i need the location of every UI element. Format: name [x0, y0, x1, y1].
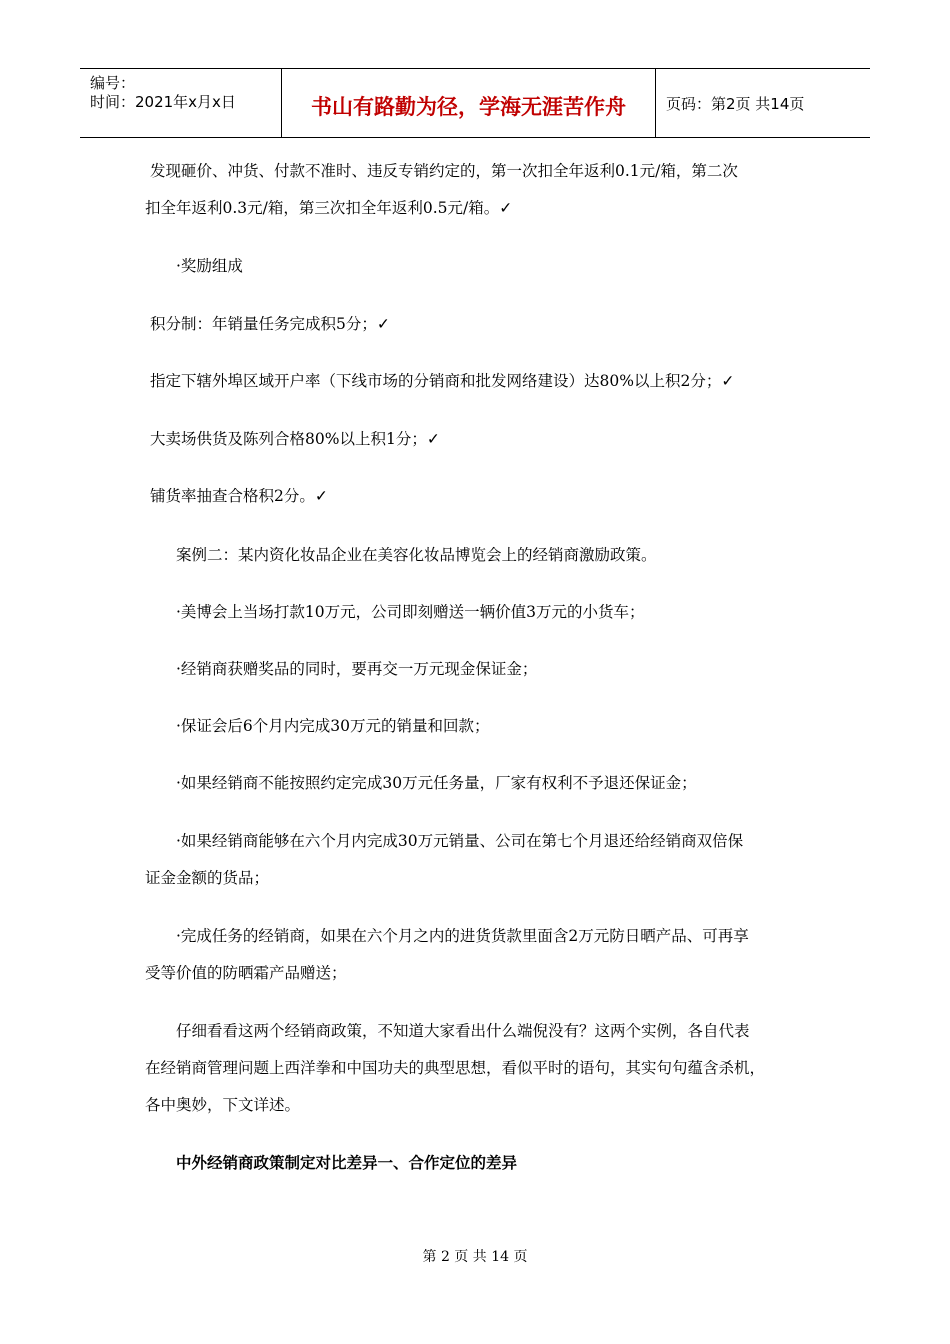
page-footer: 第 2 页 共 14 页	[422, 1249, 528, 1265]
document-number-label: 编号：	[90, 74, 136, 92]
body-text: 扣全年返利0.3元/箱，第三次扣全年返利0.5元/箱。	[145, 199, 500, 217]
points-item	[150, 486, 328, 506]
document-date: 时间：2021年x月x日	[90, 93, 236, 111]
bullet-item: ·美博会上当场打款10万元，公司即刻赠送一辆价值3万元的小货车；	[176, 603, 645, 621]
header-left-cell	[80, 69, 282, 137]
points-text: 指定下辖外埠区域开户率（下线市场的分销商和批发网络建设）达80%以上积2分；	[150, 372, 722, 390]
bullet-item: ·经销商获赠奖品的同时，要再交一万元现金保证金；	[176, 660, 538, 678]
check-mark-icon: ✓	[314, 487, 328, 505]
header-page-info: 页码：第2页 共14页	[666, 95, 805, 113]
section-heading: 中外经销商政策制定对比差异一、合作定位的差异	[176, 1154, 518, 1172]
bullet-item: ·保证会后6个月内完成30万元的销量和回款；	[176, 717, 490, 735]
header-motto: 书山有路勤为径，学海无涯苦作舟	[311, 95, 626, 119]
points-text: 大卖场供货及陈列合格80%以上积1分；	[150, 430, 427, 448]
points-text: 铺货率抽查合格积2分。	[150, 487, 315, 505]
bullet-item: ·完成任务的经销商，如果在六个月之内的进货货款里面含2万元防日晒产品、可再享	[176, 927, 749, 945]
check-mark-icon: ✓	[376, 315, 390, 333]
points-text: 积分制：年销量任务完成积5分；	[150, 315, 377, 333]
case-two-intro: 案例二：某内资化妆品企业在美容化妆品博览会上的经销商激励政策。	[176, 546, 657, 564]
document-header	[80, 68, 870, 138]
body-paragraph-line: 仔细看看这两个经销商政策，不知道大家看出什么端倪没有？这两个实例，各自代表	[176, 1022, 750, 1040]
check-mark-icon: ✓	[721, 372, 735, 390]
header-right-cell	[656, 69, 870, 137]
body-paragraph-line: 发现砸价、冲货、付款不准时、违反专销约定的，第一次扣全年返利0.1元/箱，第二次	[150, 162, 738, 180]
body-paragraph-line: 在经销商管理问题上西洋拳和中国功夫的典型思想，看似平时的语句，其实句句蕴含杀机，	[145, 1059, 766, 1077]
bullet-item: ·如果经销商不能按照约定完成30万元任务量，厂家有权利不予退还保证金；	[176, 774, 697, 792]
check-mark-icon: ✓	[499, 199, 513, 217]
points-item	[150, 429, 440, 449]
header-middle-cell	[282, 69, 656, 137]
bullet-item-continuation: 证金金额的货品；	[145, 869, 270, 887]
body-paragraph-line: 各中奥妙，下文详述。	[145, 1096, 301, 1114]
check-mark-icon: ✓	[426, 430, 440, 448]
reward-section-title: ·奖励组成	[176, 257, 243, 275]
points-item	[150, 371, 734, 391]
bullet-item: ·如果经销商能够在六个月内完成30万元销量、公司在第七个月退还给经销商双倍保	[176, 832, 744, 850]
bullet-item-continuation: 受等价值的防晒霜产品赠送；	[145, 964, 347, 982]
points-item	[150, 314, 390, 334]
body-paragraph-line	[145, 198, 512, 218]
